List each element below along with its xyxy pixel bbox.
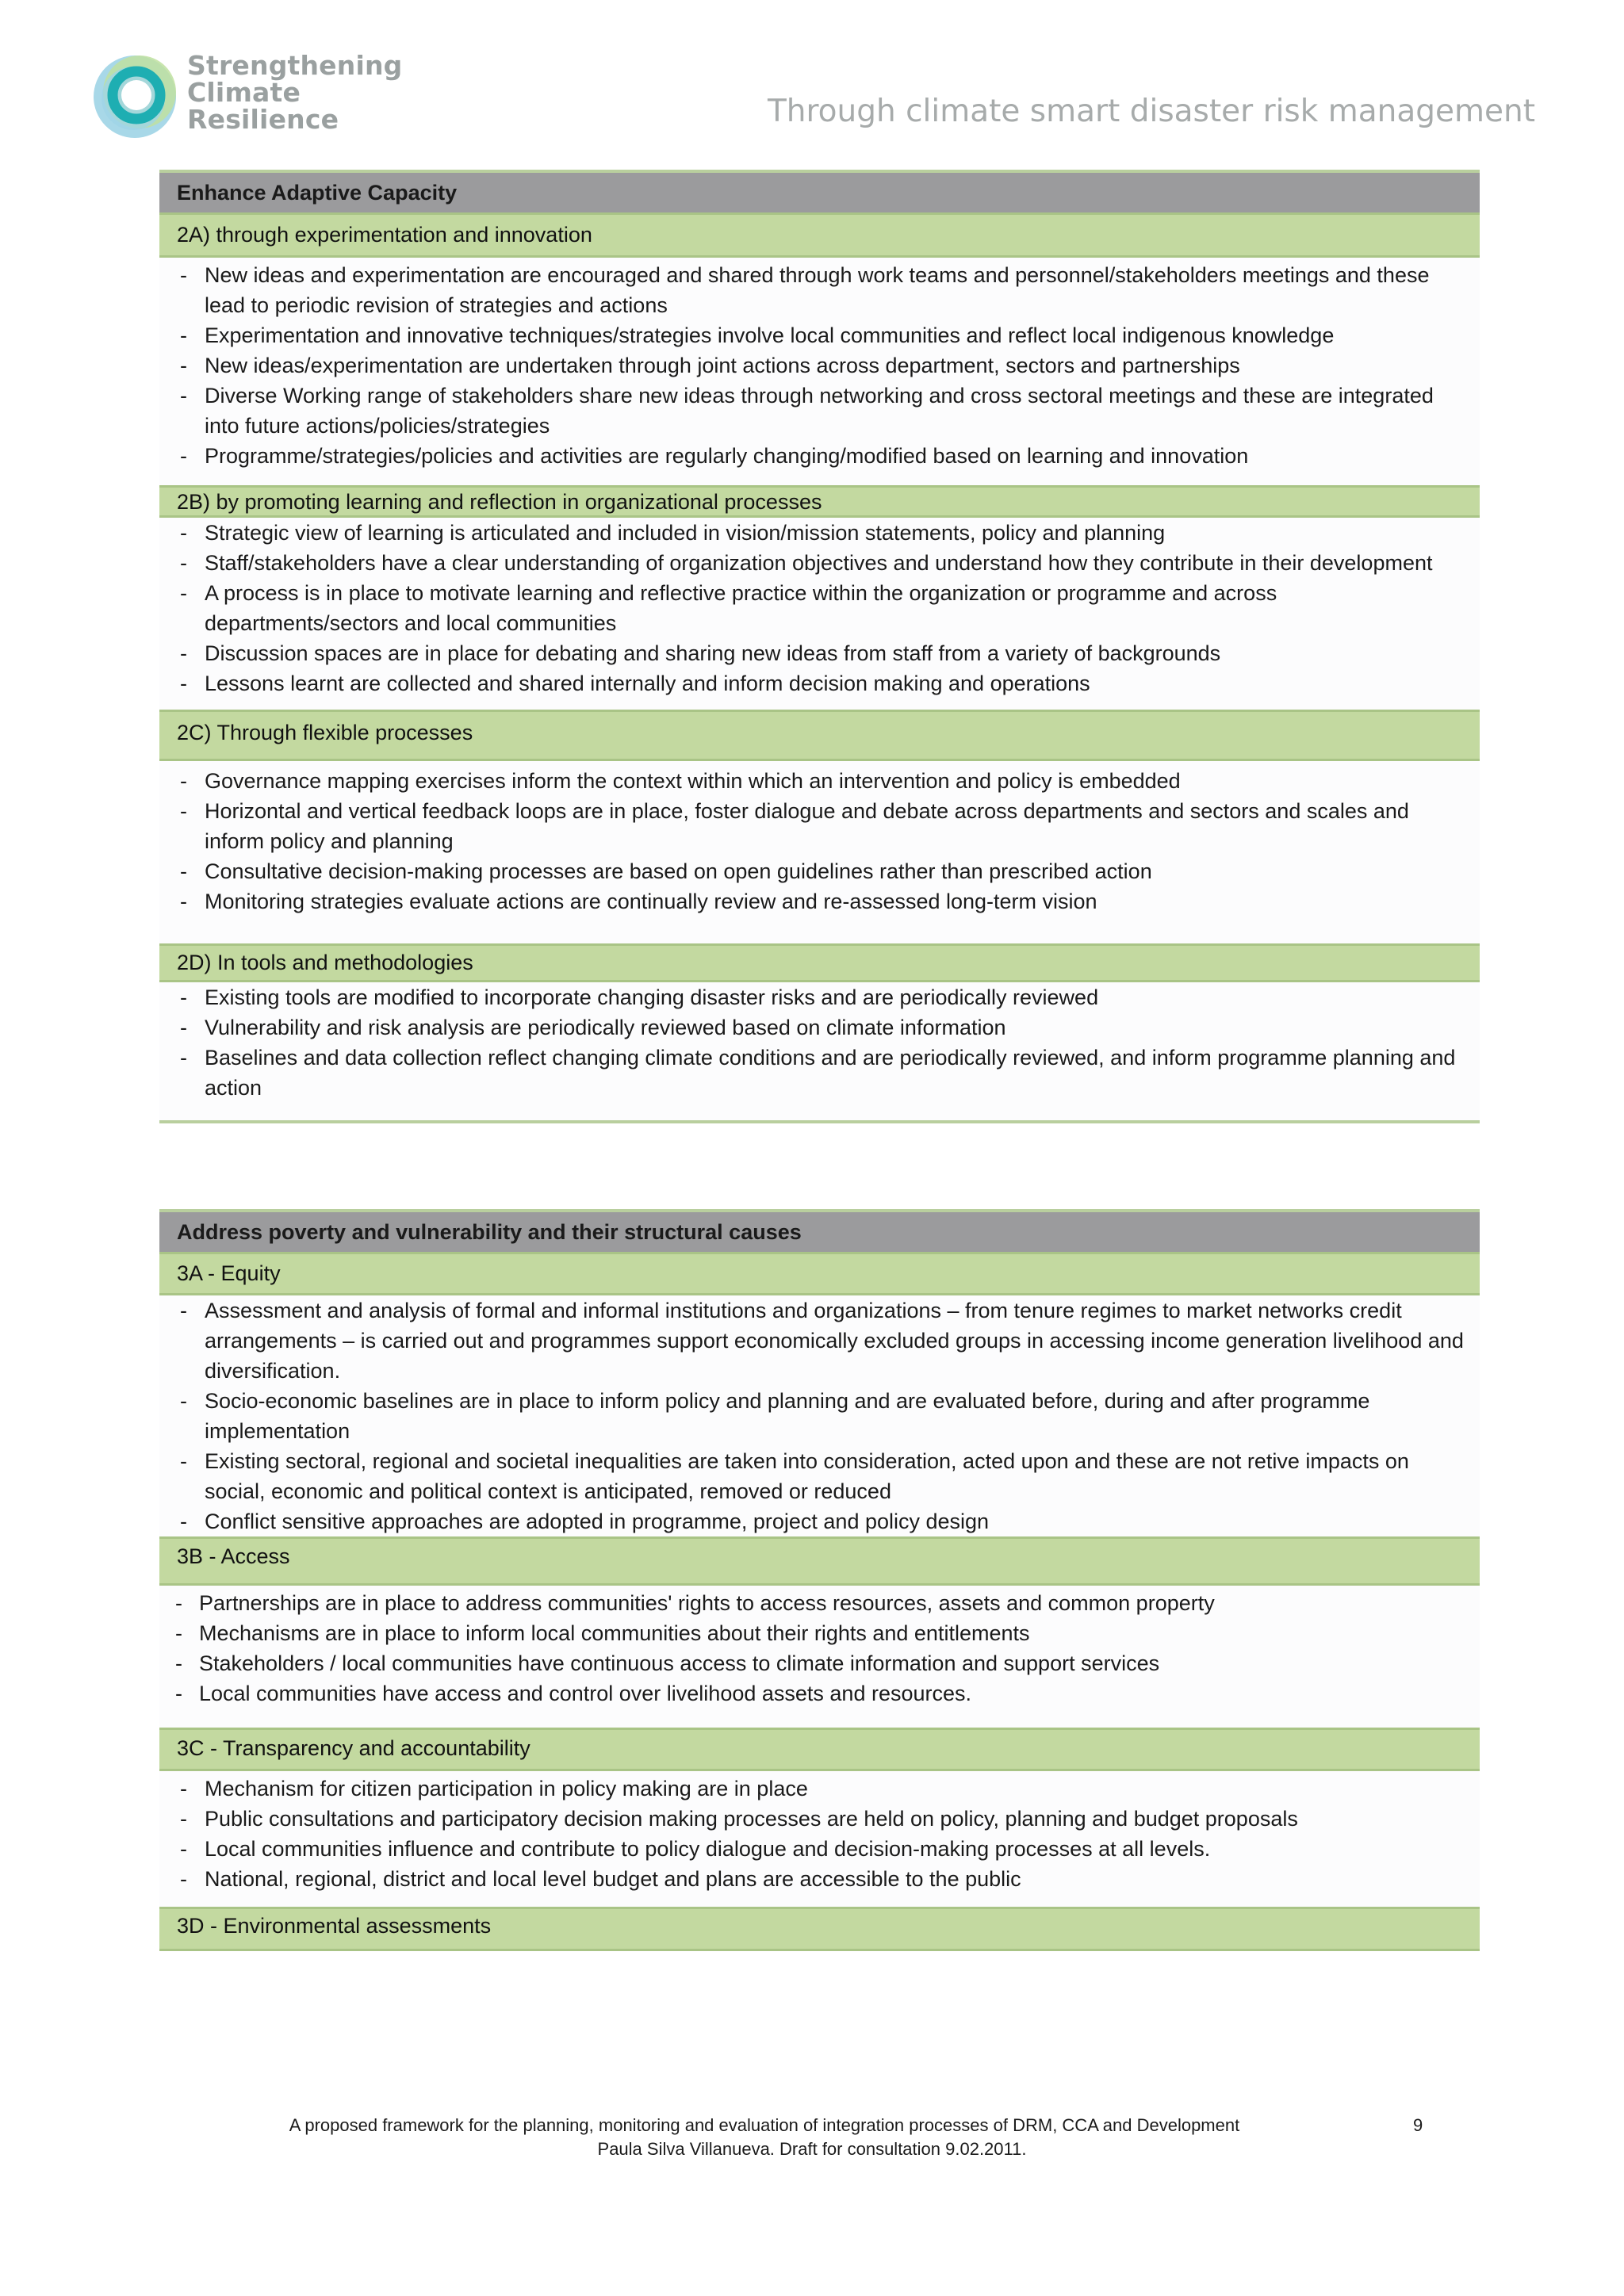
list-item: - Staff/stakeholders have a clear understanding of organization objectives and understand how they contribute in their development [159, 548, 1480, 578]
list-item: - Public consultations and participatory decision making processes are held on policy, planning and budget proposals [159, 1804, 1480, 1834]
list-item: - Strategic view of learning is articulated and included in vision/mission statements, policy and planning [159, 518, 1480, 548]
logo-line: Resilience [187, 104, 339, 135]
subsection-header: 3D - Environmental assessments [159, 1907, 1480, 1951]
list-item: - Existing tools are modified to incorporate changing disaster risks and are periodically reviewed [159, 982, 1480, 1012]
list-item: - New ideas/experimentation are undertaken through joint actions across department, sectors and partnerships [159, 350, 1480, 381]
list-item: - Governance mapping exercises inform the context within which an intervention and policy is embedded [159, 766, 1480, 796]
list-item: - Assessment and analysis of formal and informal institutions and organizations – from tenure regimes to market networks credit arrangements – is carried out and programmes support economically excluded groups in accessing income generation livelihood and diversification. [159, 1295, 1480, 1386]
list-item: - Mechanism for citizen participation in policy making are in place [159, 1774, 1480, 1804]
section-header: Address poverty and vulnerability and their structural causes [159, 1209, 1480, 1252]
section-table-poverty-vulnerability [159, 1209, 1480, 1951]
page-number: 9 [1413, 2115, 1423, 2135]
list-item: - Discussion spaces are in place for debating and sharing new ideas from staff from a variety of backgrounds [159, 638, 1480, 668]
list-item: - Vulnerability and risk analysis are periodically reviewed based on climate information [159, 1012, 1480, 1043]
list-item: - Local communities influence and contribute to policy dialogue and decision-making processes at all levels. [159, 1834, 1480, 1864]
subsection-header: 3A - Equity [159, 1252, 1480, 1295]
criteria-list [159, 1771, 1480, 1907]
list-item: - Socio-economic baselines are in place to inform policy and planning and are evaluated before, during and after programme implementation [159, 1386, 1480, 1446]
list-item: - New ideas and experimentation are encouraged and shared through work teams and personnel/stakeholders meetings and these lead to periodic revision of strategies and actions [159, 260, 1480, 320]
subsection-header: 3C - Transparency and accountability [159, 1728, 1480, 1771]
list-item: - Monitoring strategies evaluate actions are continually review and re-assessed long-term vision [159, 886, 1480, 916]
list-item: - Mechanisms are in place to inform local communities about their rights and entitlements [159, 1618, 1480, 1648]
logo-line: Climate [187, 77, 301, 108]
subsection-header: 2A) through experimentation and innovation [159, 212, 1480, 258]
criteria-list [159, 761, 1480, 943]
page-footer [0, 2114, 1624, 2161]
subsection-header: 2B) by promoting learning and reflection in organizational processes [159, 485, 1480, 518]
list-item: - Lessons learnt are collected and shared internally and inform decision making and operations [159, 668, 1480, 698]
logo [89, 49, 403, 143]
criteria-list [159, 1295, 1480, 1536]
logo-wordmark [187, 52, 402, 133]
list-item: - Horizontal and vertical feedback loops are in place, foster dialogue and debate across departments and sectors and scales and inform policy and planning [159, 796, 1480, 856]
logo-line: Strengthening [187, 50, 403, 81]
list-item: - Partnerships are in place to address communities' rights to access resources, assets and common property [159, 1588, 1480, 1618]
footer-author: Paula Silva Villanueva. Draft for consultation 9.02.2011. [597, 2139, 1027, 2159]
criteria-list [159, 258, 1480, 485]
criteria-list [159, 518, 1480, 710]
section-table-adaptive-capacity [159, 170, 1480, 1123]
logo-rings-icon [89, 49, 181, 141]
list-item: - Diverse Working range of stakeholders share new ideas through networking and cross sectoral meetings and these are integrated into future actions/policies/strategies [159, 381, 1480, 441]
criteria-list [159, 982, 1480, 1120]
list-item: - Programme/strategies/policies and activities are regularly changing/modified based on learning and innovation [159, 441, 1480, 471]
list-item: - Consultative decision-making processes are based on open guidelines rather than prescribed action [159, 856, 1480, 886]
list-item: - A process is in place to motivate learning and reflective practice within the organization or programme and across departments/sectors and local communities [159, 578, 1480, 638]
subsection-header: 2D) In tools and methodologies [159, 943, 1480, 982]
subsection-header: 2C) Through flexible processes [159, 710, 1480, 761]
page-tagline: Through climate smart disaster risk management [767, 94, 1535, 129]
list-item: - National, regional, district and local level budget and plans are accessible to the public [159, 1864, 1480, 1894]
criteria-list [159, 1586, 1480, 1728]
list-item: - Local communities have access and control over livelihood assets and resources. [159, 1678, 1480, 1709]
list-item: - Baselines and data collection reflect changing climate conditions and are periodically reviewed, and inform programme planning and action [159, 1043, 1480, 1103]
list-item: - Experimentation and innovative techniques/strategies involve local communities and reflect local indigenous knowledge [159, 320, 1480, 350]
subsection-header: 3B - Access [159, 1536, 1480, 1586]
list-item: - Existing sectoral, regional and societal inequalities are taken into consideration, acted upon and these are not retive impacts on social, economic and political context is anticipated, removed or reduced [159, 1446, 1480, 1506]
section-header: Enhance Adaptive Capacity [159, 170, 1480, 212]
footer-title: A proposed framework for the planning, monitoring and evaluation of integration processes of DRM, CCA and Development [289, 2115, 1240, 2135]
list-item: - Stakeholders / local communities have continuous access to climate information and support services [159, 1648, 1480, 1678]
list-item: - Conflict sensitive approaches are adopted in programme, project and policy design [159, 1506, 1480, 1536]
